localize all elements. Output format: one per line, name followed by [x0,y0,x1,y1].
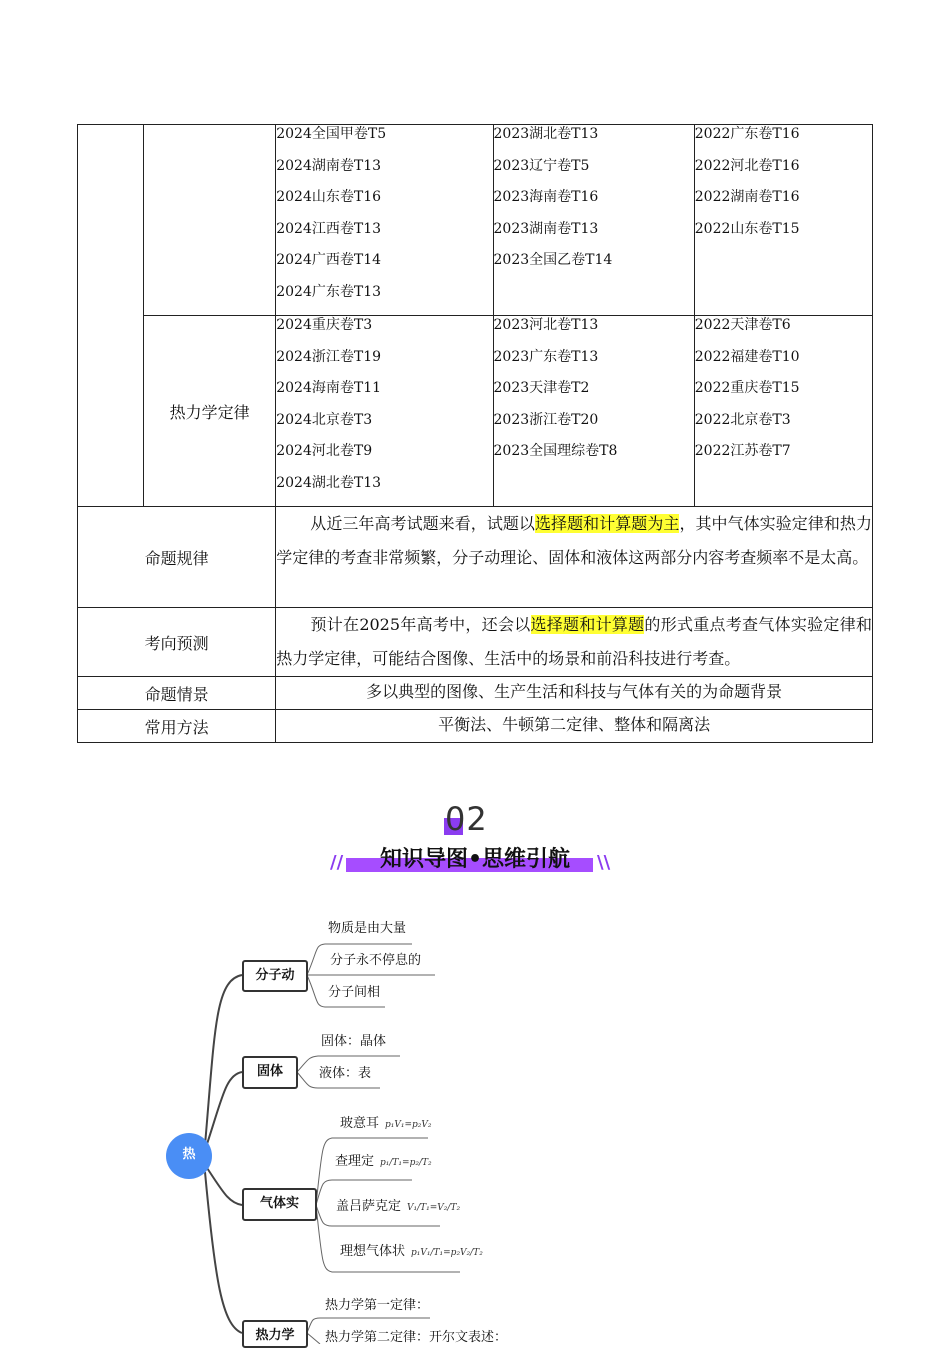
list-item: 2022福建卷T10 [694,348,800,365]
list-item: 2024海南卷T11 [276,380,382,396]
list-item: 2022广东卷T16 [694,126,800,142]
highlight: 选择题和计算题为主 [534,514,680,533]
mindmap-node[interactable]: 气体实 [242,1188,317,1221]
list-item: 2023湖北卷T13 [493,126,599,142]
connector [307,1333,320,1344]
method-label: 常用方法 [78,710,276,743]
list-item: 2023全国乙卷T14 [493,252,613,268]
mindmap-leaf: 物质是由大量 [328,921,407,936]
list-item: 2023全国理综卷T8 [493,443,618,459]
list-item: 2022北京卷T3 [694,411,791,428]
list-item: 2024江西卷T13 [276,220,382,237]
connector [205,975,242,1145]
scenario-label: 命题情景 [78,677,276,710]
list-item: 2024广西卷T14 [276,252,382,268]
list-item: 2022湖南卷T16 [694,189,800,205]
section-title: 知识导图•思维引航 [379,847,571,872]
list-item: 2022重庆卷T15 [694,380,800,396]
list-item: 2024湖南卷T13 [276,157,382,174]
list-item: 2024浙江卷T19 [276,348,382,365]
mindmap-leaf: 固体：晶体 [321,1034,387,1049]
mindmap-leaf: 查理定 p₁/T₁=p₂/T₂ [335,1154,432,1169]
list-item: 2023河北卷T13 [493,317,599,333]
mindmap-leaf: 分子间相 [328,985,381,1000]
list-item: 2024广东卷T13 [276,283,382,300]
forecast-label: 考向预测 [78,608,276,677]
mindmap-node[interactable]: 固体 [242,1056,298,1089]
topic-cell: 热力学定律 [144,316,276,507]
list-item: 2023广东卷T13 [493,348,599,365]
list-item: 2023浙江卷T20 [493,411,599,428]
formula: V₁/T₁=V₂/T₂ [407,1203,461,1213]
connector [205,1165,242,1205]
pattern-label: 命题规律 [78,507,276,608]
mindmap-leaf: 玻意耳 p₁V₁=p₂V₂ [340,1116,432,1131]
list-item: 2024重庆卷T3 [276,317,373,333]
list-item: 2023天津卷T2 [493,380,590,396]
mindmap-leaf: 液体：表 [319,1066,372,1081]
section-slash-left: // [330,852,344,873]
mindmap-leaf: 理想气体状 p₁V₁/T₁=p₂V₂/T₂ [340,1244,483,1259]
list-item: 2024山东卷T16 [276,189,382,205]
list-item: 2023辽宁卷T5 [493,157,590,174]
formula: p₁V₁/T₁=p₂V₂/T₂ [411,1248,483,1258]
list-item: 2024湖北卷T13 [276,474,382,491]
mindmap-root[interactable]: 热 [166,1133,212,1179]
list-item: 2022山东卷T15 [694,220,800,237]
mindmap-leaf: 盖吕萨克定 V₁/T₁=V₂/T₂ [336,1199,461,1214]
mindmap-leaf: 分子永不停息的 [330,953,422,968]
list-item: 2023海南卷T16 [493,189,599,205]
section-number: 02 [445,800,488,838]
list-item: 2024河北卷T9 [276,443,373,459]
mindmap-leaf: 热力学第二定律：开尔文表述： [325,1330,508,1345]
highlight: 选择题和计算题 [530,615,645,634]
list-item: 2022江苏卷T7 [694,443,791,459]
list-item: 2023湖南卷T13 [493,220,599,237]
scenario-text: 多以典型的图像、生产生活和科技与气体有关的为命题背景 [276,677,873,710]
mindmap-node[interactable]: 分子动 [242,960,308,992]
list-item: 2024北京卷T3 [276,411,373,428]
mindmap-leaf: 热力学第一定律： [325,1298,430,1313]
formula: p₁/T₁=p₂/T₂ [380,1158,432,1168]
formula: p₁V₁=p₂V₂ [385,1120,432,1130]
list-item: 2022天津卷T6 [694,317,791,333]
list-item: 2024全国甲卷T5 [276,126,387,142]
pattern-text: 从近三年高考试题来看，试题以选择题和计算题为主，其中气体实验定律和热力学定律的考查非常频繁，分子动理论、固体和液体这两部分内容考查频率不是太高。 [276,507,873,608]
forecast-text: 预计在2025年高考中，还会以选择题和计算题的形式重点考查气体实验定律和热力学定律，可能结合图像、生活中的场景和前沿科技进行考查。 [276,608,873,677]
mindmap-node[interactable]: 热力学 [242,1320,308,1348]
connector [205,1172,242,1333]
list-item: 2022河北卷T16 [694,157,800,174]
section-slash-right: \\ [597,852,611,873]
method-text: 平衡法、牛顿第二定律、整体和隔离法 [276,710,873,743]
